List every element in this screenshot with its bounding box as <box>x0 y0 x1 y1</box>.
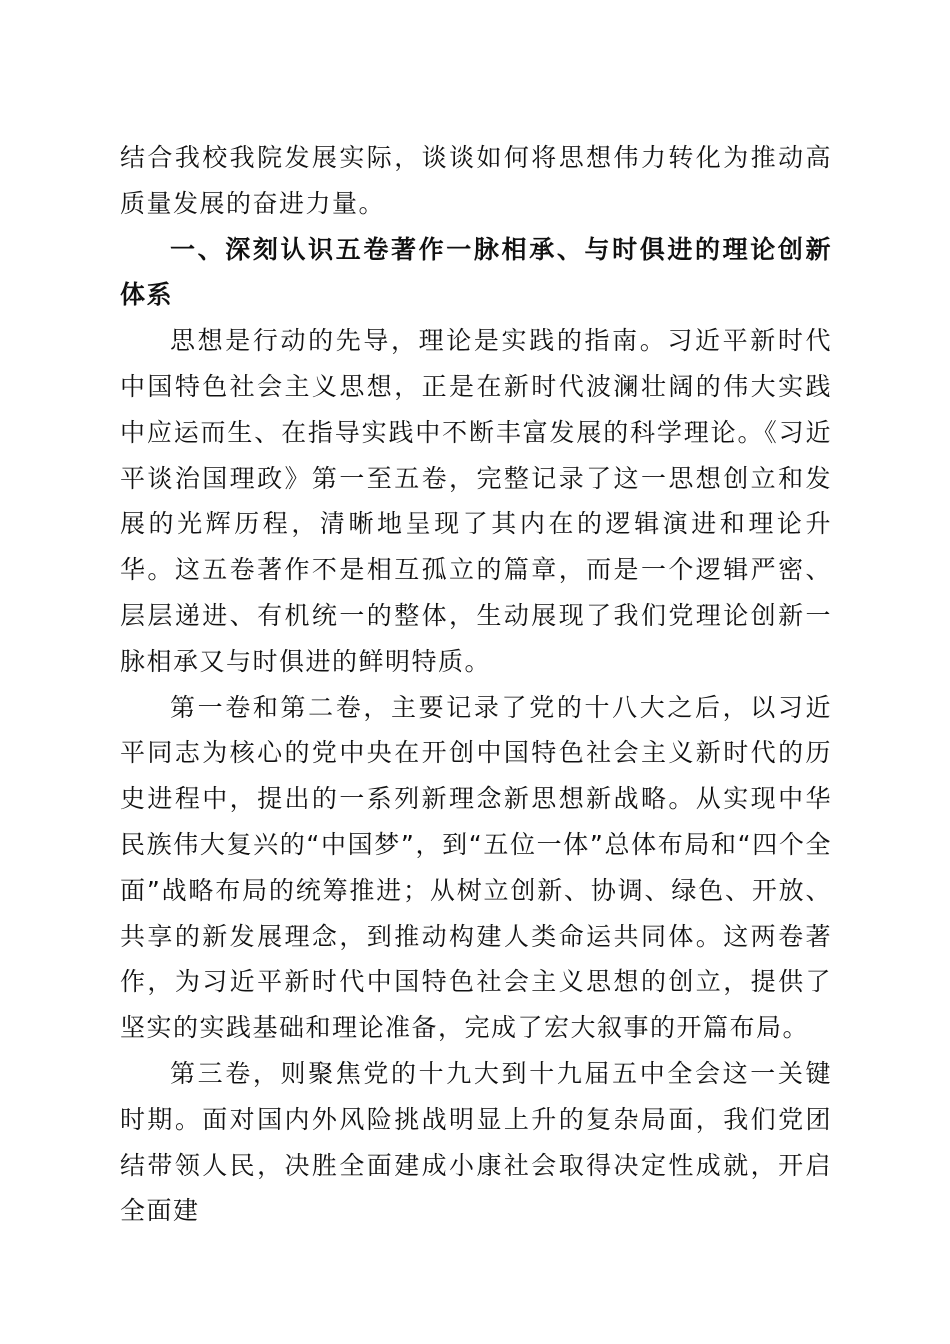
section-heading: 一、深刻认识五卷著作一脉相承、与时俱进的理论创新体系 <box>120 234 832 310</box>
body-paragraph: 第一卷和第二卷，主要记录了党的十八大之后，以习近平同志为核心的党中央在开创中国特色社会主义新时代的历史进程中，提出的一系列新理念新思想新战略。从实现中华民族伟大复兴的“中国梦”，到“五位一体”总体布局和“四个全面”战略布局的统筹推进；从树立创新、协调、绿色、开放、共享的新发展理念，到推动构建人类命运共同体。这两卷著作，为习近平新时代中国特色社会主义思想的创立，提供了坚实的实践基础和理论准备，完成了宏大叙事的开篇布局。 <box>120 692 832 1043</box>
continuation-paragraph: 结合我校我院发展实际，谈谈如何将思想伟力转化为推动高质量发展的奋进力量。 <box>120 143 832 218</box>
body-paragraph: 第三卷，则聚焦党的十九大到十九届五中全会这一关键时期。面对国内外风险挑战明显上升的复杂局面，我们党团结带领人民，决胜全面建成小康社会取得决定性成就，开启全面建 <box>120 1058 832 1226</box>
document-page <box>120 135 832 1234</box>
body-paragraph: 思想是行动的先导，理论是实践的指南。习近平新时代中国特色社会主义思想，正是在新时代波澜壮阔的伟大实践中应运而生、在指导实践中不断丰富发展的科学理论。《习近平谈治国理政》第一至五卷，完整记录了这一思想创立和发展的光辉历程，清晰地呈现了其内在的逻辑演进和理论升华。这五卷著作不是相互孤立的篇章，而是一个逻辑严密、层层递进、有机统一的整体，生动展现了我们党理论创新一脉相承又与时俱进的鲜明特质。 <box>120 326 832 676</box>
